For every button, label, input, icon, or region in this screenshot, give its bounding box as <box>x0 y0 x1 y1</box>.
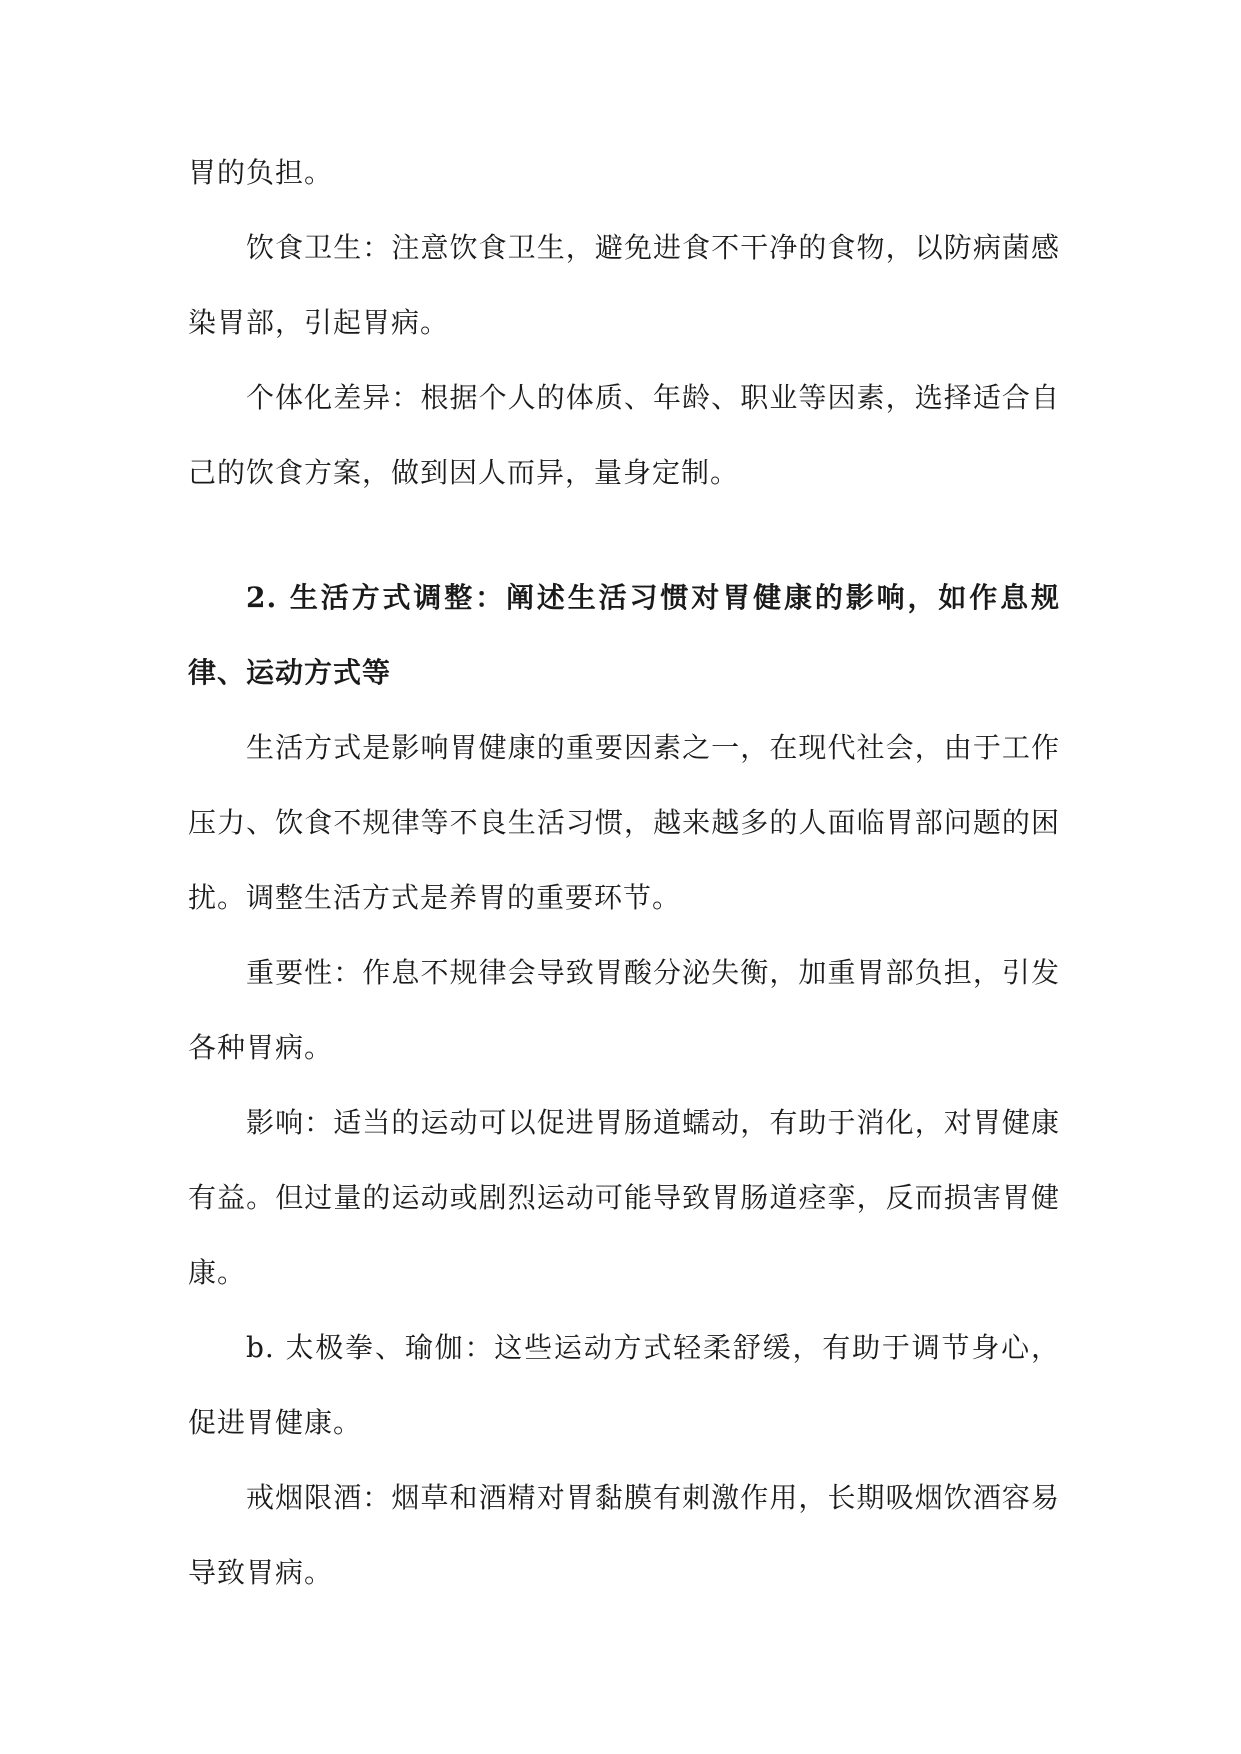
paragraph-importance: 重要性：作息不规律会导致胃酸分泌失衡，加重胃部负担，引发各种胃病。 <box>188 956 1060 1064</box>
paragraph-taichi-yoga: b. 太极拳、瑜伽：这些运动方式轻柔舒缓，有助于调节身心，促进胃健康。 <box>188 1331 1060 1439</box>
section-heading: 2. 生活方式调整：阐述生活习惯对胃健康的影响，如作息规律、运动方式等 <box>188 581 1060 689</box>
paragraph-lifestyle-intro: 生活方式是影响胃健康的重要因素之一，在现代社会，由于工作压力、饮食不规律等不良生活习惯，越来越多的人面临胃部问题的困扰。调整生活方式是养胃的重要环节。 <box>188 731 1060 914</box>
paragraph-food-hygiene: 饮食卫生：注意饮食卫生，避免进食不干净的食物，以防病菌感染胃部，引起胃病。 <box>188 231 1060 339</box>
paragraph-influence: 影响：适当的运动可以促进胃肠道蠕动，有助于消化，对胃健康有益。但过量的运动或剧烈运动可能导致胃肠道痉挛，反而损害胃健康。 <box>188 1106 1060 1289</box>
paragraph-individual-difference: 个体化差异：根据个人的体质、年龄、职业等因素，选择适合自己的饮食方案，做到因人而异，量身定制。 <box>188 381 1060 489</box>
paragraph-smoking-drinking: 戒烟限酒：烟草和酒精对胃黏膜有刺激作用，长期吸烟饮酒容易导致胃病。 <box>188 1481 1060 1589</box>
paragraph-continuation: 胃的负担。 <box>188 156 334 189</box>
document-body <box>188 135 1060 1610</box>
